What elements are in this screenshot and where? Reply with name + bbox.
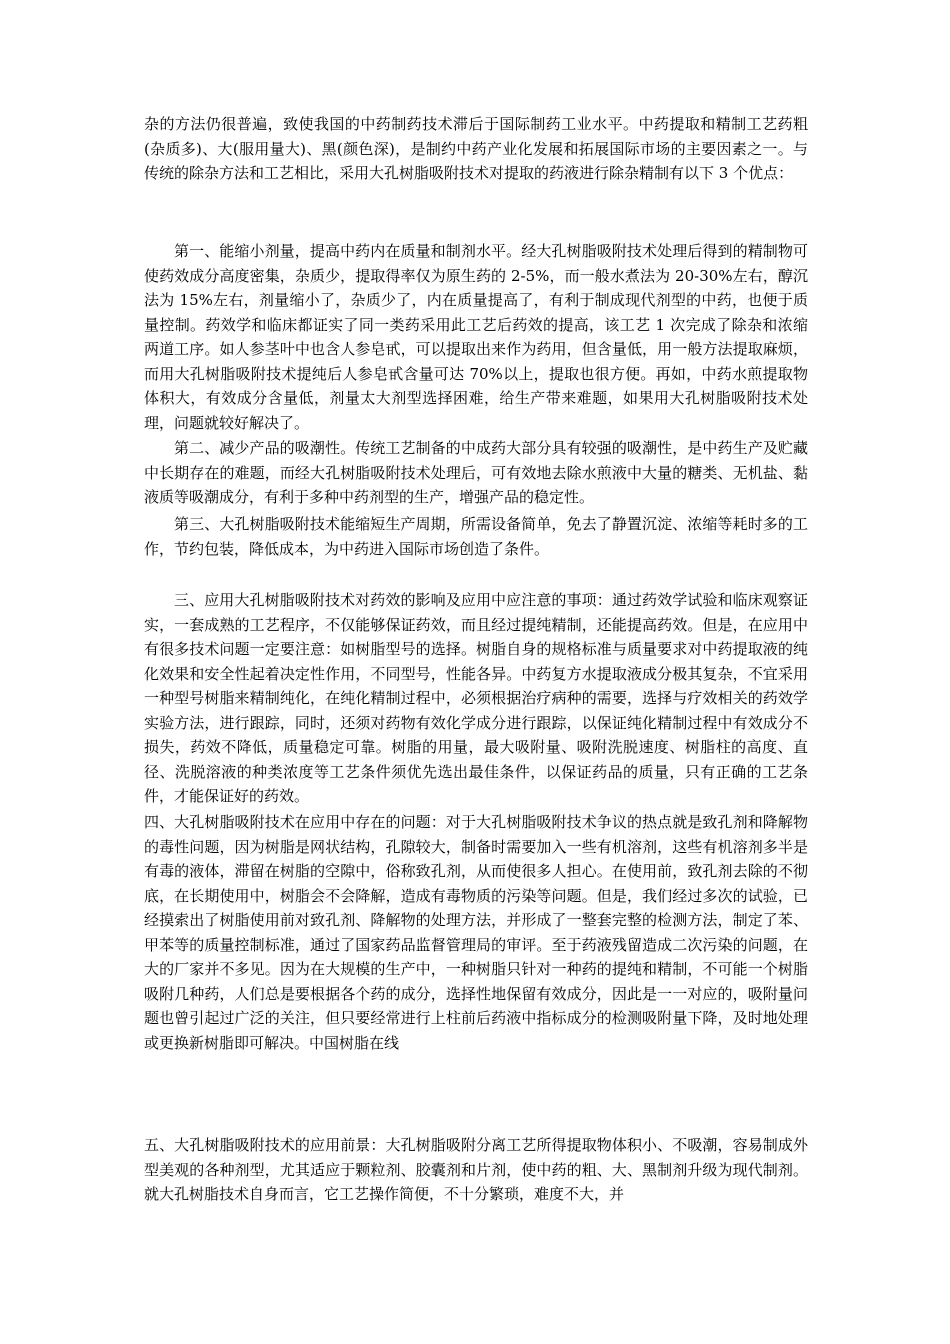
paragraph-section-4: 四、大孔树脂吸附技术在应用中存在的问题：对于大孔树脂吸附技术争议的热点就是致孔剂和降解物的毒性问题，因为树脂是网状结构，孔隙较大，制备时需要加入一些有机溶剂，这些有机溶剂多半是有毒的液体，滞留在树脂的空隙中，俗称致孔剂，从而使很多人担心。在使用前，致孔剂去除的不彻底，在长期使用中，树脂会不会降解，造成有毒物质的污染等问题。但是，我们经过多次的试验，已经摸索出了树脂使用前对致孔剂、降解物的处理方法，并形成了一整套完整的检测方法，制定了苯、甲苯等的质量控制标准，通过了国家药品监督管理局的审评。至于药液残留造成二次污染的问题，在大的厂家并不多见。因为在大规模的生产中，一种树脂只针对一种药的提纯和精制，不可能一个树脂吸附几种药，人们总是要根据各个药的成分，选择性地保留有效成分，因此是一一对应的，吸附量问题也曾引起过广泛的关注，但只要经常进行上柱前后药液中指标成分的检测吸附量下降，及时地处理或更换新树脂即可解决。中国树脂在线 (144, 813, 808, 1052)
paragraph-advantage-3: 第三、大孔树脂吸附技术能缩短生产周期，所需设备简单，免去了静置沉淀、浓缩等耗时多的工作，节约包装，降低成本，为中药进入国际市场创造了条件。 (144, 515, 808, 558)
paragraph-advantage-2: 第二、减少产品的吸潮性。传统工艺制备的中成药大部分具有较强的吸潮性，是中药生产及贮藏中长期存在的难题，而经大孔树脂吸附技术处理后，可有效地去除水煎液中大量的糖类、无机盐、黏液质等吸潮成分，有利于多种中药剂型的生产，增强产品的稳定性。 (144, 439, 808, 506)
paragraph-section-5: 五、大孔树脂吸附技术的应用前景：大孔树脂吸附分离工艺所得提取物体积小、不吸潮，容易制成外型美观的各种剂型，尤其适应于颗粒剂、胶囊剂和片剂，使中药的粗、大、黑制剂升级为现代制剂。就大孔树脂技术自身而言，它工艺操作简便，不十分繁琐，难度不大，并 (144, 1136, 808, 1203)
paragraph-advantage-1: 第一、能缩小剂量，提高中药内在质量和制剂水平。经大孔树脂吸附技术处理后得到的精制物可使药效成分高度密集，杂质少，提取得率仅为原生药的 2-5%，而一般水煮法为 20-30%左右，醇沉法为 15%左右，剂量缩小了，杂质少了，内在质量提高了，有利于制成现代剂型的中药，也便于质量控制。药效学和临床都证实了同一类药采用此工艺后药效的提高，该工艺 1 次完成了除杂和浓缩两道工序。如人参茎叶中也含人参皂甙，可以提取出来作为药用，但含量低，用一般方法提取麻烦，而用大孔树脂吸附技术提纯后人参皂甙含量可达 70%以上，提取也很方便。再如，中药水煎提取物体积大，有效成分含量低，剂量太大剂型选择困难，给生产带来难题，如果用大孔树脂吸附技术处理，问题就较好解决了。 (144, 242, 808, 432)
paragraph-intro: 杂的方法仍很普遍，致使我国的中药制药技术滞后于国际制药工业水平。中药提取和精制工艺药粗(杂质多)、大(服用量大)、黑(颜色深)，是制约中药产业化发展和拓展国际市场的主要因素之一。与传统的除杂方法和工艺相比，采用大孔树脂吸附技术对提取的药液进行除杂精制有以下 3 个优点： (144, 115, 808, 182)
paragraph-section-3: 三、应用大孔树脂吸附技术对药效的影响及应用中应注意的事项：通过药效学试验和临床观察证实，一套成熟的工艺程序，不仅能够保证药效，而且经过提纯精制，还能提高药效。但是，在应用中有很多技术问题一定要注意：如树脂型号的选择。树脂自身的规格标准与质量要求对中药提取液的纯化效果和安全性起着决定性作用，不同型号，性能各异。中药复方水提取液成分极其复杂，不宜采用一种型号树脂来精制纯化，在纯化精制过程中，必须根据治疗病种的需要，选择与疗效相关的药效学实验方法，进行跟踪，同时，还须对药物有效化学成分进行跟踪，以保证纯化精制过程中有效成分不损失，药效不降低，质量稳定可靠。树脂的用量，最大吸附量、吸附洗脱速度、树脂柱的高度、直径、洗脱溶液的种类浓度等工艺条件须优先选出最佳条件，以保证药品的质量，只有正确的工艺条件，才能保证好的药效。 (144, 591, 808, 805)
